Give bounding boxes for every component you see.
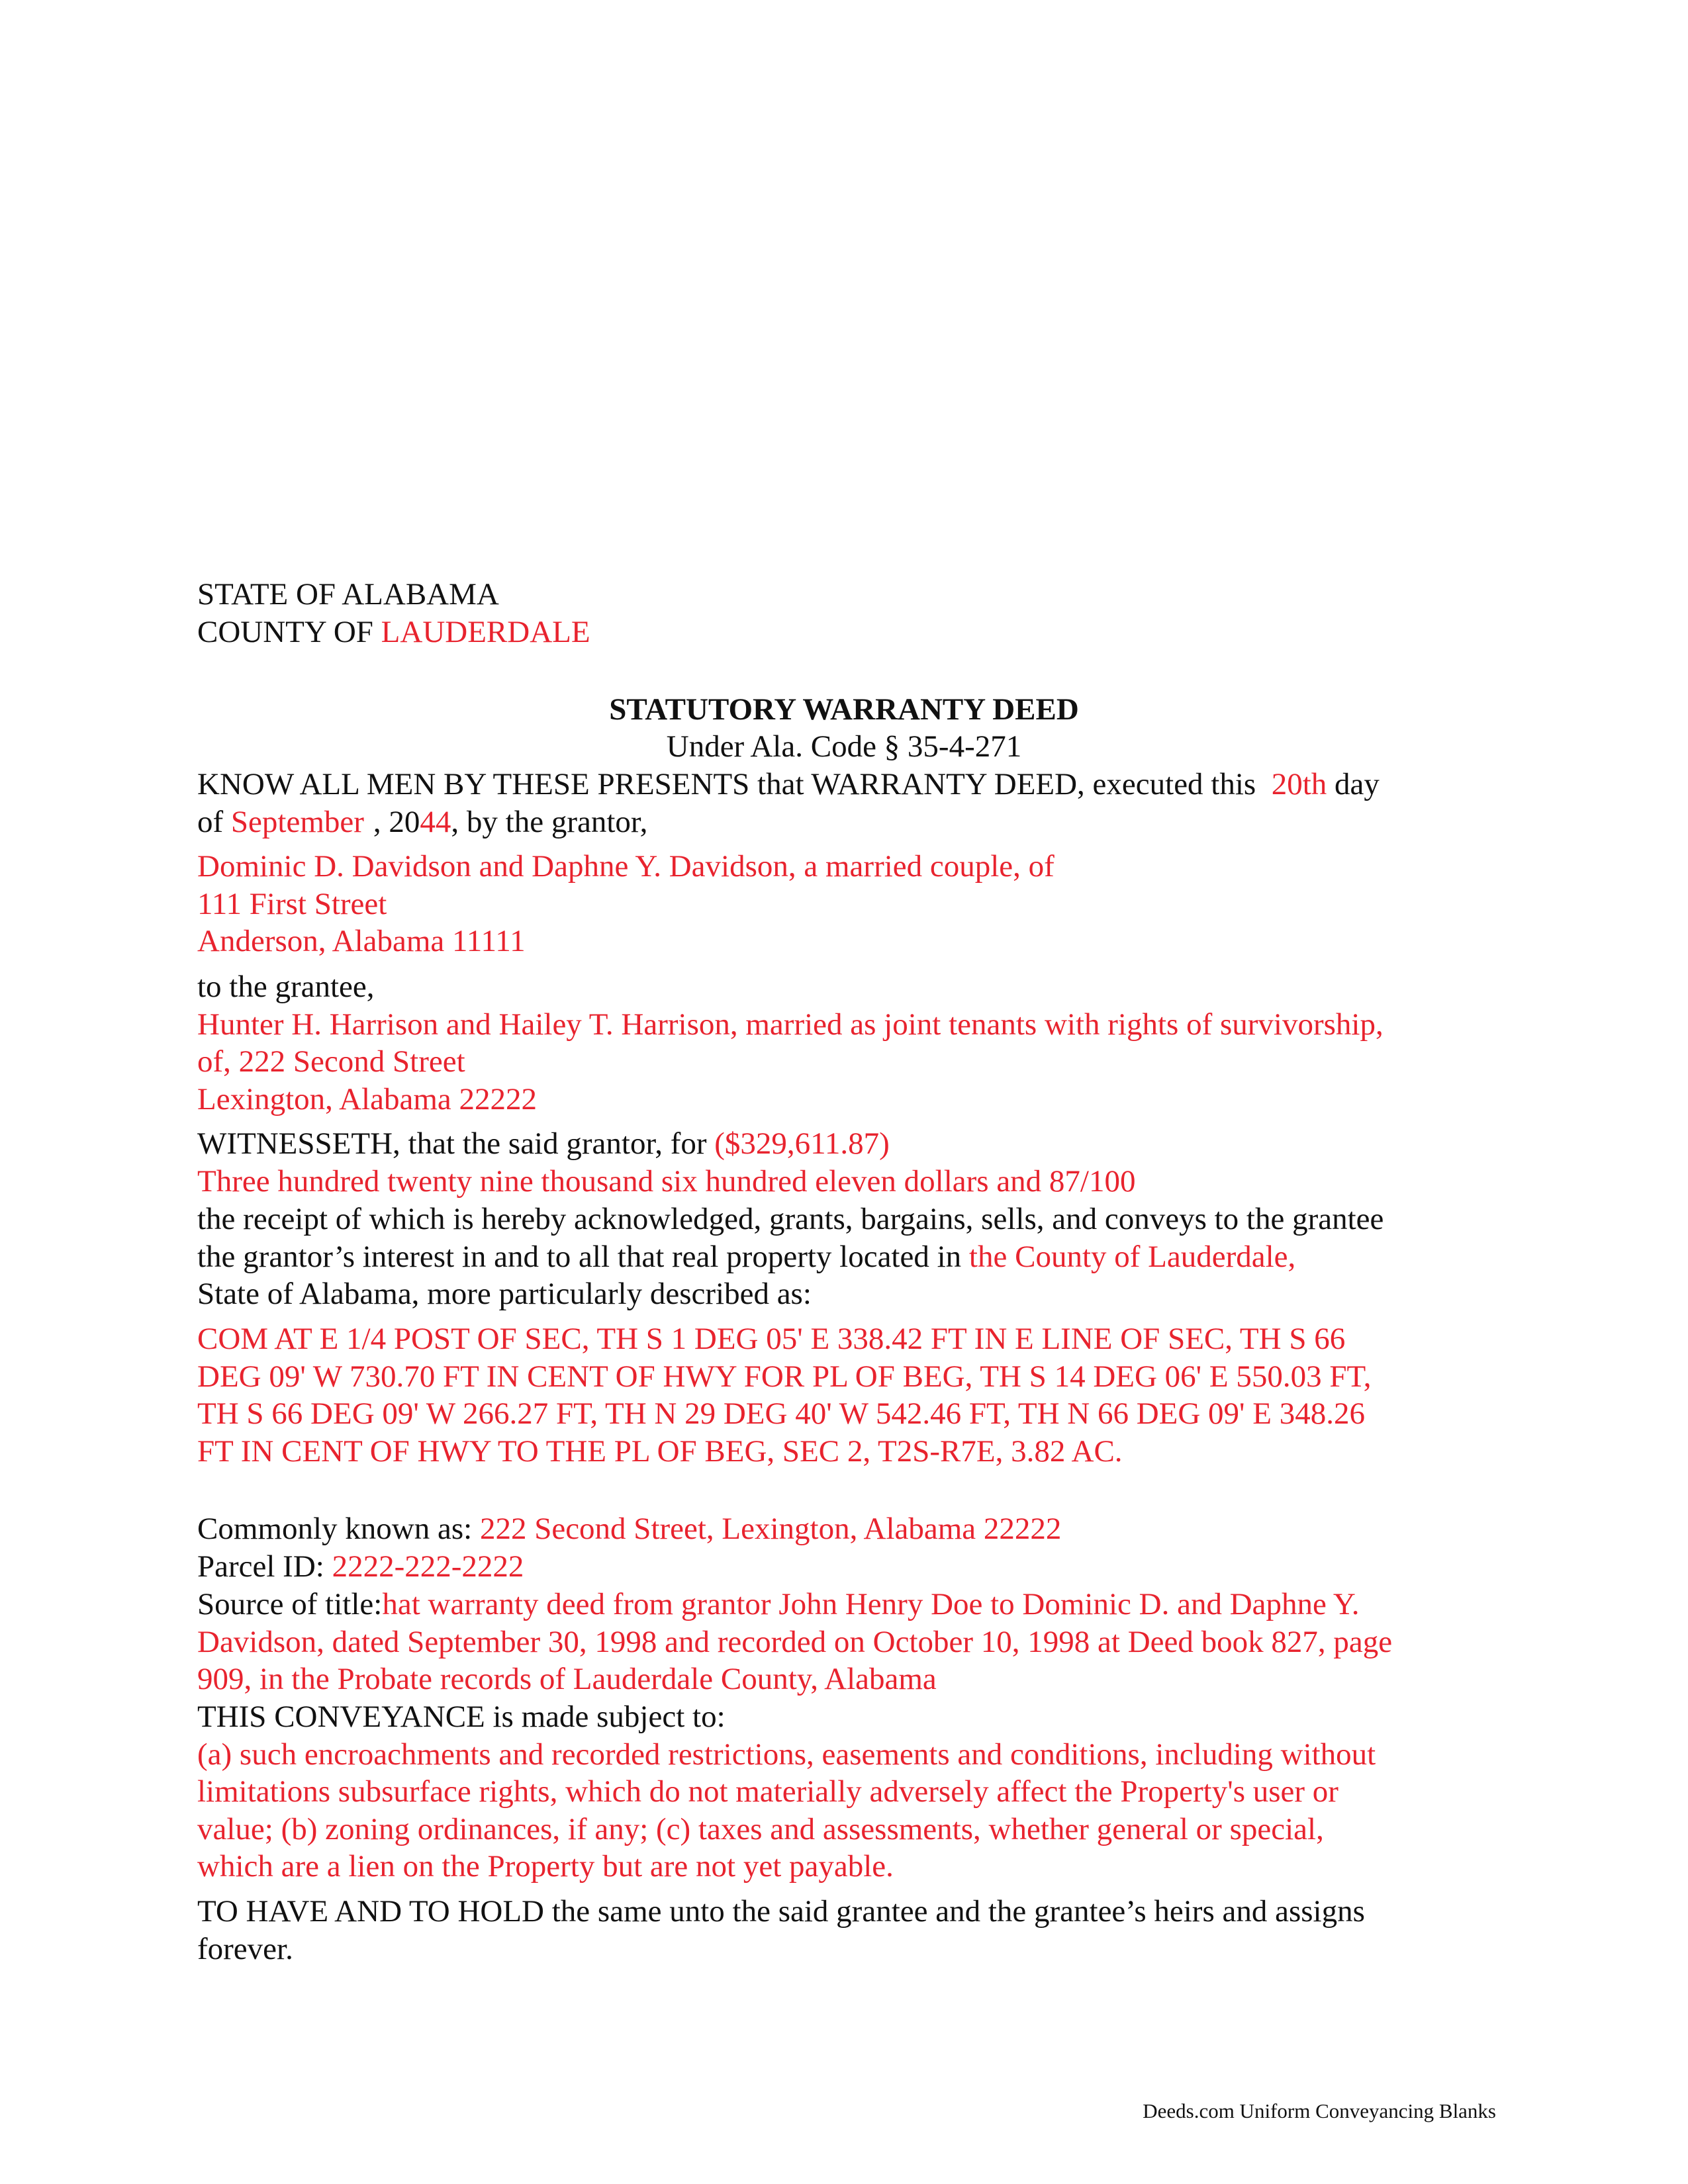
grantee-name: Hunter H. Harrison and Hailey T. Harrison, married as joint tenants with rights of survivorship, [197,1007,1383,1042]
conveyance-label: THIS CONVEYANCE is made subject to: [197,1700,726,1734]
habendum-line: forever. [197,1932,293,1966]
consideration-line: WITNESSETH, that the said grantor, for ($329,611.87) [197,1126,890,1161]
county-line: COUNTY OF LAUDERDALE [197,615,590,649]
consideration-amount: ($329,611.87) [714,1126,890,1161]
grantor-street: 111 First Street [197,887,387,921]
parcel-line: Parcel ID: 2222-222-2222 [197,1549,524,1584]
conveyance-line: value; (b) zoning ordinances, if any; (c) taxes and assessments, whether general or special, [197,1812,1324,1846]
execution-month: September [230,805,364,839]
document-subtitle: Under Ala. Code § 35-4-271 [666,729,1022,764]
state-line: STATE OF ALABAMA [197,577,499,612]
grantor-city: Anderson, Alabama 11111 [197,924,526,958]
consideration-line-3: State of Alabama, more particularly described as: [197,1277,812,1311]
execution-year: 44 [420,805,451,839]
county-value: LAUDERDALE [381,615,590,649]
legal-description-line: COM AT E 1/4 POST OF SEC, TH S 1 DEG 05' E 338.42 FT IN E LINE OF SEC, TH S 66 [197,1322,1346,1356]
grantee-city: Lexington, Alabama 22222 [197,1082,537,1116]
legal-description-line: DEG 09' W 730.70 FT IN CENT OF HWY FOR PL OF BEG, TH S 14 DEG 06' E 550.03 FT, [197,1359,1372,1394]
consideration-line-1: the receipt of which is hereby acknowledged, grants, bargains, sells, and conveys to the grantee [197,1202,1384,1236]
commonly-known-value: 222 Second Street, Lexington, Alabama 22222 [479,1512,1062,1546]
consideration-line-2: the grantor’s interest in and to all that real property located in the County of Lauderdale, [197,1240,1296,1274]
conveyance-line: limitations subsurface rights, which do not materially adversely affect the Property's user or [197,1774,1338,1809]
footer-brand: Deeds.com Uniform Conveyancing Blanks [1143,2099,1496,2122]
source-of-title-line: Davidson, dated September 30, 1998 and recorded on October 10, 1998 at Deed book 827, page [197,1625,1393,1659]
source-line: Source of title:hat warranty deed from grantor John Henry Doe to Dominic D. and Daphne Y. [197,1587,1360,1621]
source-of-title-line: 909, in the Probate records of Lauderdale County, Alabama [197,1662,937,1696]
source-of-title-value: hat warranty deed from grantor John Henry Doe to Dominic D. and Daphne Y. [382,1587,1360,1621]
legal-description-line: FT IN CENT OF HWY TO THE PL OF BEG, SEC 2, T2S-R7E, 3.82 AC. [197,1434,1123,1469]
property-location: the County of Lauderdale, [968,1240,1296,1274]
execution-day: 20th [1271,767,1327,801]
intro-line-1: KNOW ALL MEN BY THESE PRESENTS that WARRANTY DEED, executed this 20th day [197,767,1380,801]
grantor-name: Dominic D. Davidson and Daphne Y. Davidson, a married couple, of [197,849,1055,884]
legal-description-line: TH S 66 DEG 09' W 266.27 FT, TH N 29 DEG 40' W 542.46 FT, TH N 66 DEG 09' E 348.26 [197,1396,1365,1431]
parcel-id-value: 2222-222-2222 [332,1549,524,1584]
grantee-label: to the grantee, [197,970,375,1004]
conveyance-line: which are a lien on the Property but are not yet payable. [197,1849,894,1884]
consideration-words: Three hundred twenty nine thousand six hundred eleven dollars and 87/100 [197,1164,1136,1199]
document-title: STATUTORY WARRANTY DEED [609,692,1079,727]
intro-line-2: of September , 2044, by the grantor, [197,805,648,839]
habendum-line: TO HAVE AND TO HOLD the same unto the said grantee and the grantee’s heirs and assigns [197,1894,1365,1929]
conveyance-line: (a) such encroachments and recorded restrictions, easements and conditions, including without [197,1737,1376,1772]
commonly-known-line: Commonly known as: 222 Second Street, Lexington, Alabama 22222 [197,1512,1062,1546]
grantee-street: of, 222 Second Street [197,1044,465,1079]
